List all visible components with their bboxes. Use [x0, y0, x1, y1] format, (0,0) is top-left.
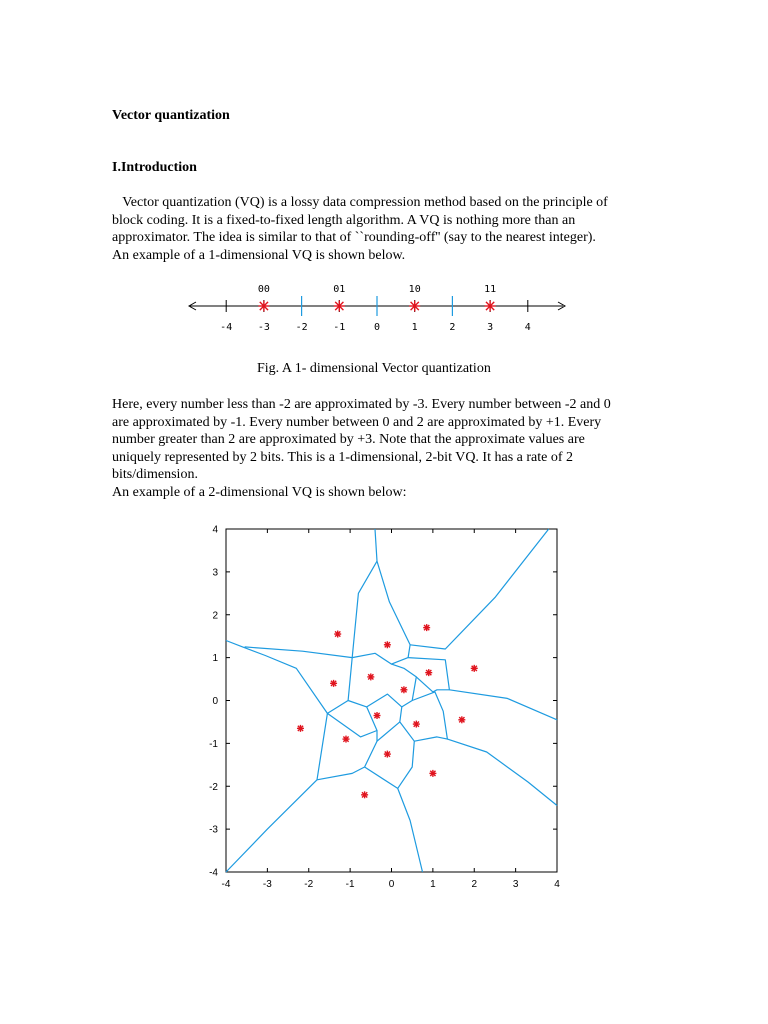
- figure-1-caption: Fig. A 1- dimensional Vector quantization: [257, 361, 491, 376]
- section-heading: I.Introduction: [112, 160, 197, 175]
- y-tick-label: -3: [209, 824, 218, 836]
- tick-label: -2: [295, 322, 308, 333]
- tick-label: -4: [220, 322, 233, 333]
- y-tick-label: -4: [209, 867, 218, 879]
- tick-label: 3: [487, 322, 494, 333]
- codeword-code-label: 11: [484, 284, 497, 295]
- voronoi-boundary: [226, 641, 327, 714]
- x-tick-label: -1: [345, 879, 355, 890]
- voronoi-boundary: [375, 529, 410, 658]
- tick-label: 2: [449, 322, 456, 333]
- explanation-line: bits/dimension.: [112, 467, 198, 482]
- voronoi-boundary: [352, 653, 408, 664]
- voronoi-boundary: [226, 707, 377, 872]
- voronoi-boundary: [400, 692, 448, 741]
- codeword-code-label: 01: [333, 284, 346, 295]
- explanation-line: An example of a 2-dimensional VQ is shown below:: [112, 484, 407, 500]
- codeword-point: [429, 770, 436, 777]
- voronoi-boundary: [245, 647, 353, 658]
- voronoi-boundary: [367, 664, 417, 707]
- codeword-point: [384, 751, 391, 758]
- codeword-point: [297, 725, 304, 732]
- tick-label: 0: [373, 322, 381, 333]
- y-tick-label: 1: [212, 653, 218, 665]
- codeword-point: [423, 624, 430, 631]
- explanation-line: are approximated by -1. Every number between 0 and 2 are approximated by +1. Every: [112, 414, 602, 430]
- intro-line: block coding. It is a fixed-to-fixed length algorithm. A VQ is nothing more than an: [112, 212, 576, 228]
- intro-line: approximator. The idea is similar to that of ``rounding-off'' (say to the nearest integer).: [112, 230, 596, 245]
- x-tick-label: -3: [262, 879, 272, 890]
- voronoi-boundary: [317, 741, 377, 780]
- x-tick-label: 1: [430, 879, 436, 890]
- intro-line: An example of a 1-dimensional VQ is shown below.: [112, 247, 406, 263]
- explanation-line: number greater than 2 are approximated by +3. Note that the approximate values are: [112, 432, 585, 447]
- codeword-point: [367, 673, 374, 680]
- codeword-code-label: 00: [257, 284, 270, 295]
- voronoi-boundary: [377, 722, 400, 741]
- x-tick-label: 4: [554, 879, 560, 890]
- codeword-point: [458, 716, 465, 723]
- x-tick-label: -2: [304, 879, 314, 890]
- codeword-point: [384, 641, 391, 648]
- voronoi-boundary: [447, 739, 557, 805]
- voronoi-boundary: [398, 788, 423, 872]
- codeword-point: [471, 665, 478, 672]
- tick-label: 1: [411, 322, 418, 333]
- codeword-point: [400, 686, 407, 693]
- y-tick-label: -1: [209, 738, 218, 750]
- codeword-point: [374, 712, 381, 719]
- codeword-point: [413, 721, 420, 728]
- x-tick-label: 0: [388, 879, 395, 890]
- codeword-point: [361, 791, 368, 798]
- voronoi-boundary: [327, 701, 348, 714]
- x-tick-label: 3: [512, 879, 519, 890]
- y-tick-label: 3: [212, 567, 218, 579]
- x-tick-label: 2: [471, 879, 478, 890]
- y-tick-label: 2: [212, 610, 218, 622]
- y-tick-label: 4: [212, 524, 218, 536]
- voronoi-boundary: [410, 529, 549, 649]
- codeword-point: [334, 631, 341, 638]
- tick-label: 4: [524, 322, 531, 333]
- codeword-point: [342, 736, 349, 743]
- codeword-point: [330, 680, 337, 687]
- tick-label: -1: [333, 322, 346, 333]
- tick-label: -3: [257, 322, 270, 333]
- document-title: Vector quantization: [112, 108, 230, 123]
- voronoi-boundary: [352, 561, 377, 657]
- y-tick-label: 0: [212, 696, 218, 707]
- codeword-point: [425, 669, 432, 676]
- voronoi-boundary: [365, 741, 415, 788]
- explanation-line: Here, every number less than -2 are approximated by -3. Every number between -2 and 0: [112, 397, 611, 412]
- y-tick-label: -2: [209, 781, 218, 793]
- codeword-code-label: 10: [408, 284, 421, 295]
- voronoi-boundary: [408, 658, 557, 720]
- intro-line: Vector quantization (VQ) is a lossy data compression method based on the principle of: [112, 195, 608, 210]
- x-tick-label: -4: [221, 879, 231, 890]
- voronoi-boundary: [348, 658, 367, 707]
- explanation-line: uniquely represented by 2 bits. This is a 1-dimensional, 2-bit VQ. It has a rate of 2: [112, 449, 574, 465]
- voronoi-boundary: [416, 677, 449, 692]
